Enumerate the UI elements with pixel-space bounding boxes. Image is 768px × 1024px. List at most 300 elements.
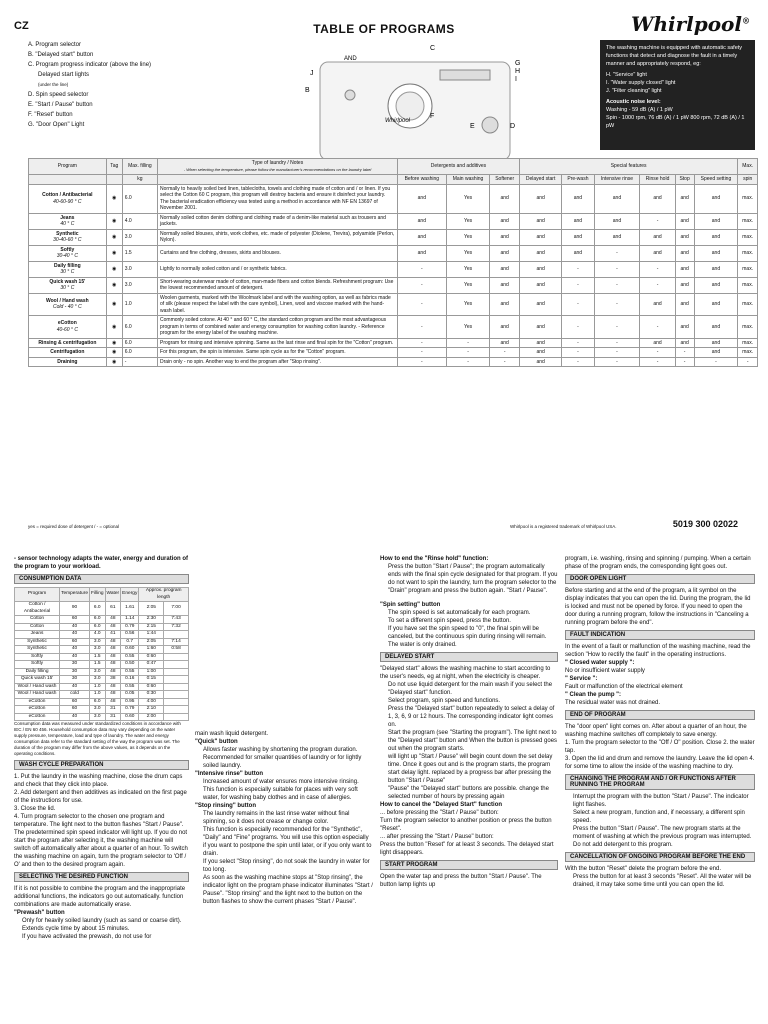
prep-step: 4. Turn program selector to the chosen one program and temperature. The light next to the button flashes "Start / Pause". The predetermined spin speed indicator will light up. If you do not start the program after selecting it, the washing machine will switch off automatically after about a quarter of an hour. To switch the washing machine on again, turn the program selector to 'Off / O' and then to the desired program again. — [14, 814, 188, 868]
consumption-cell: 1.5 — [90, 661, 106, 669]
consumption-cell: 60 — [60, 616, 90, 624]
consumption-cell: 1:00 — [139, 668, 164, 676]
program-cell: max. — [738, 245, 758, 261]
program-name: Jeans 40 ° C — [29, 213, 107, 229]
consumption-cell: 0.16 — [121, 676, 139, 684]
program-cell: and — [519, 229, 561, 245]
delay-item: • Select program, spin speed and functions. — [388, 697, 558, 705]
consumption-cell: 0:60 — [139, 683, 164, 691]
consumption-cell: Quick wash 15' — [15, 676, 60, 684]
consumption-cell: 3.0 — [90, 713, 106, 721]
column-1 — [14, 555, 189, 1020]
consumption-cell: 1.0 — [90, 691, 106, 699]
program-cell: Yes — [446, 184, 490, 213]
consumption-cell: 0.95 — [121, 698, 139, 706]
consumption-cell: 48 — [105, 623, 121, 631]
program-cell: max. — [738, 229, 758, 245]
program-cell: and — [398, 229, 447, 245]
program-cell: and — [490, 293, 519, 316]
safety-intro: The washing machine is equipped with automatic safety functions that detect and diagnose the fault in a timely manner and appropriately respond, eg: — [606, 45, 743, 67]
tag-icon: ◉ — [106, 277, 122, 293]
diagram-label: B — [305, 87, 310, 94]
sub-header: Before washing — [398, 175, 447, 185]
consumption-cell: 7:14 — [164, 638, 189, 646]
prep-step: 1. Put the laundry in the washing machine, close the drum caps and check that they click into place. — [14, 774, 183, 788]
sub-header: Rinse hold — [640, 175, 675, 185]
program-cell: and — [640, 293, 675, 316]
delay-text: "Delayed start" allows the washing machine to start according to the user's needs, eg at night, when the electricity is cheaper. — [380, 666, 551, 680]
consumption-cell: Cotton — [15, 616, 60, 624]
program-name: Quick wash 15' 30 ° C — [29, 277, 107, 293]
consumption-cell — [164, 713, 189, 721]
program-cell: and — [398, 184, 447, 213]
program-cell: - — [640, 213, 675, 229]
consumption-cell: 2:30 — [139, 616, 164, 624]
program-cell: and — [519, 338, 561, 348]
section-title: CANCELLATION OF ONGOING PROGRAM BEFORE THE END — [565, 852, 755, 862]
consumption-cell: 40 — [60, 653, 90, 661]
consumption-row — [15, 638, 189, 646]
end-rinse-item: • Press the button "Start / Pause"; the program automatically ends with the final spin cycle designated for that program. If you do not want to spin the laundry, turn the program selector to the "Drain" program and press the button again. "Start / Pause". — [388, 563, 558, 595]
quick-item: • Allows faster washing by shortening the program duration. — [203, 746, 373, 754]
consumption-cell — [164, 698, 189, 706]
legend-item: G. "Door Open" Light — [28, 122, 85, 128]
consumption-cell: Softly — [15, 653, 60, 661]
consumption-cell: 90 — [60, 602, 90, 616]
prep-step: 2. Add detergent and then additives as indicated on the first page of the instructions for use. — [14, 790, 187, 804]
consumption-cell: 40 — [60, 713, 90, 721]
brand-logo: Whirlpool® — [631, 12, 750, 36]
diagram-label: E — [470, 123, 475, 130]
program-kg: 6.0 — [122, 316, 157, 339]
section-title: WASH CYCLE PREPARATION — [14, 760, 189, 770]
program-cell: and — [640, 229, 675, 245]
sensor-intro: - sensor technology adapts the water, energy and duration of the program to your workload. — [14, 556, 189, 570]
program-notes: Drain only - no spin. Another way to end the program after "Stop rinsing". — [158, 357, 398, 367]
program-notes: Curtains and fine clothing, dresses, skirts and blouses. — [158, 245, 398, 261]
program-cell: Yes — [446, 293, 490, 316]
program-cell: Yes — [446, 316, 490, 339]
program-cell: and — [519, 261, 561, 277]
section-title: END OF PROGRAM — [565, 710, 755, 720]
program-cell: and — [562, 245, 594, 261]
consumption-cell: 0:15 — [139, 676, 164, 684]
col-detergents: Detergents and additives — [398, 159, 520, 175]
consumption-cell: 2:10 — [139, 706, 164, 714]
program-name: Draining — [29, 357, 107, 367]
program-kg: 6.0 — [122, 184, 157, 213]
program-cell: - — [446, 338, 490, 348]
prewash-title: "Prewash" button — [14, 910, 65, 916]
consumption-row — [15, 631, 189, 639]
program-cell: Yes — [446, 229, 490, 245]
program-cell: - — [640, 261, 675, 277]
legend-item: D. Spin speed selector — [28, 92, 89, 98]
cancel-delay-item: Press the button "Reset" for at least 3 seconds. The delayed start light disappears. — [380, 842, 554, 856]
diagram-label: J — [310, 70, 314, 77]
consumption-cell: eCotton — [15, 706, 60, 714]
program-cell: and — [694, 184, 738, 213]
consumption-cell: 40 — [60, 683, 90, 691]
col2-intro: main wash liquid detergent. — [195, 731, 269, 737]
col-special: Special features — [519, 159, 737, 175]
program-kg: 3.0 — [122, 229, 157, 245]
program-cell: and — [490, 277, 519, 293]
program-cell: and — [640, 245, 675, 261]
cancel-delay-title: How to cancel the "Delayed Start" function — [380, 802, 503, 808]
program-cell: - — [562, 348, 594, 358]
program-cell: - — [562, 338, 594, 348]
program-cell: - — [594, 338, 640, 348]
program-notes: Normally soiled blouses, shirts, work clothes, etc. made of polyester (Diolene, Trevira), polyamide (Perlon, Nylon). — [158, 229, 398, 245]
cancel-item: With the button "Reset" delete the program before the end. — [565, 866, 722, 872]
consumption-cell: 1:44 — [139, 631, 164, 639]
program-row — [29, 277, 758, 293]
section-title: DOOR OPEN LIGHT — [565, 574, 755, 584]
consumption-cell: 48 — [105, 653, 121, 661]
program-row — [29, 357, 758, 367]
program-cell: - — [594, 357, 640, 367]
program-cell: - — [694, 357, 738, 367]
stop-item: • As soon as the washing machine stops at "Stop rinsing", the indicator light on the program phase indicator illuminates "Start / Pause". "Stop rinsing" and the light next to the button on the button flashes to show the current phases "Start / Pause". — [203, 874, 373, 906]
consumption-footnote: Consumption data was measured under standardized conditions in accordance with IEC / EN 60 456. Household consumption data may vary depending on the water supply pressure, temperature, load and type of laundry. The water and energy consumption data refer to the standard setting of the way the program was set. The duration of the program may differ from the above values, as it depends on the operating conditions. — [14, 721, 181, 756]
consumption-cell — [164, 653, 189, 661]
consumption-cell: 1.0 — [90, 683, 106, 691]
prep-step: 3. Close the lid. — [14, 806, 56, 812]
consumption-cell: 6.0 — [90, 698, 106, 706]
fault-item: " Clean the pump ": — [565, 692, 622, 698]
program-cell: - — [562, 261, 594, 277]
consumption-cell: 0.60 — [121, 646, 139, 654]
tag-icon: ◉ — [106, 184, 122, 213]
light-h: H. "Service" light — [606, 72, 647, 78]
cancel-delay-item: ... after pressing the "Start / Pause" button: — [380, 834, 494, 840]
tag-icon: ◉ — [106, 293, 122, 316]
noise-wash: Washing - 59 dB (A) / 1 pW — [606, 107, 673, 113]
program-kg: 3.0 — [122, 261, 157, 277]
consumption-row — [15, 646, 189, 654]
delay-item: • Do not use liquid detergent for the main wash if you select the "Delayed start" function. — [388, 681, 558, 697]
program-name: Daily filling 30 ° C — [29, 261, 107, 277]
program-cell: - — [594, 348, 640, 358]
stop-title: "Stop rinsing" button — [195, 803, 257, 809]
program-cell: - — [562, 293, 594, 316]
consumption-cell: 1:60 — [139, 646, 164, 654]
consumption-cell: 0.55 — [121, 653, 139, 661]
safety-info-box — [600, 40, 755, 150]
consumption-cell: 60 — [60, 706, 90, 714]
consumption-cell: 40 — [60, 646, 90, 654]
program-row — [29, 348, 758, 358]
program-notes: Commonly soiled cotone. At 40 ° and 60 ° C, the standard cotton program and the most advantageous program in terms of combined water and energy consumption for washing cotton laundry. - Reference program for the energy label of the washing machine. — [158, 316, 398, 339]
diagram-label: D — [510, 123, 516, 130]
consumption-cell: 38 — [105, 676, 121, 684]
sub-header: spin — [738, 175, 758, 185]
consumption-row — [15, 676, 189, 684]
program-cell: and — [694, 245, 738, 261]
consumption-row — [15, 706, 189, 714]
col-filling: Max. filling — [122, 159, 157, 175]
consumption-row — [15, 698, 189, 706]
diagram-label: I — [515, 76, 517, 83]
program-name: Rinsing & centrifugation — [29, 338, 107, 348]
program-cell: and — [490, 213, 519, 229]
program-name: Centrifugation — [29, 348, 107, 358]
consumption-cell: Synthetic — [15, 638, 60, 646]
tag-icon: ◉ — [106, 348, 122, 358]
program-cell: and — [490, 184, 519, 213]
consumption-table — [14, 587, 189, 721]
program-cell: and — [490, 338, 519, 348]
consumption-cell — [164, 683, 189, 691]
program-cell: and — [694, 293, 738, 316]
program-cell: and — [694, 213, 738, 229]
consumption-cell: Wool / Hand wash — [15, 683, 60, 691]
consumption-cell: 30 — [60, 668, 90, 676]
change-item: • Interrupt the program with the button "Start / Pause". The indicator light flashes. — [573, 793, 755, 809]
program-cell: max. — [738, 316, 758, 339]
fault-item: No or insufficient water supply — [565, 668, 645, 674]
program-cell: Yes — [446, 261, 490, 277]
consumption-cell: Synthetic — [15, 646, 60, 654]
document-code: 5019 300 02022 — [672, 519, 738, 529]
consumption-cell: 7:00 — [164, 602, 189, 616]
consumption-cell: 48 — [105, 691, 121, 699]
program-cell: Yes — [446, 213, 490, 229]
tag-icon: ◉ — [106, 316, 122, 339]
program-cell: - — [640, 357, 675, 367]
program-cell: and — [562, 184, 594, 213]
col-program: Program — [29, 159, 107, 175]
program-cell: max. — [738, 213, 758, 229]
program-cell: - — [398, 338, 447, 348]
section-title: CONSUMPTION DATA — [14, 574, 189, 584]
program-cell: - — [562, 277, 594, 293]
program-cell: and — [519, 213, 561, 229]
legend-item: (under the line) — [38, 82, 69, 87]
tag-icon: ◉ — [106, 261, 122, 277]
consumption-cell — [164, 691, 189, 699]
consumption-cell — [164, 706, 189, 714]
col4-intro: program, i.e. washing, rinsing and spinning / pumping. When a certain phase of the program ends, the corresponding light goes out. — [565, 556, 751, 570]
sub-header: Pre-wash — [562, 175, 594, 185]
stop-item: • The laundry remains in the last rinse water without final spinning, so it does not crease or change color. — [203, 810, 373, 826]
column-4 — [565, 555, 755, 1020]
consumption-cell: 2:05 — [139, 602, 164, 616]
program-cell: and — [675, 245, 694, 261]
program-cell: and — [675, 261, 694, 277]
program-cell: - — [675, 357, 694, 367]
program-kg: 1.0 — [122, 293, 157, 316]
program-row — [29, 245, 758, 261]
consumption-cell: 1.14 — [121, 616, 139, 624]
tag-icon: ◉ — [106, 357, 122, 367]
consumption-cell: 2:05 — [139, 638, 164, 646]
program-cell: - — [675, 348, 694, 358]
tag-icon: ◉ — [106, 229, 122, 245]
program-name: Softly 30-40 ° C — [29, 245, 107, 261]
program-cell: and — [675, 316, 694, 339]
spin-title: "Spin setting" button — [380, 602, 441, 608]
consumption-cell: 0.55 — [121, 683, 139, 691]
consumption-cell: 0:60 — [139, 653, 164, 661]
program-cell: Yes — [446, 245, 490, 261]
program-name: eCotton 40-60 ° C — [29, 316, 107, 339]
program-cell: and — [490, 316, 519, 339]
program-kg: 6.0 — [122, 348, 157, 358]
program-cell: - — [594, 245, 640, 261]
rinse-title: "Intensive rinse" button — [195, 771, 264, 777]
diagram-label: C — [430, 45, 436, 52]
end-item: 1. Turn the program selector to the "Off / O" position. Close 2. the water tap. — [565, 740, 755, 754]
section-title: FAULT INDICATION — [565, 630, 755, 640]
consumption-row — [15, 668, 189, 676]
cons-col: Energy — [121, 588, 139, 602]
section-title: SELECTING THE DESIRED FUNCTION — [14, 872, 189, 882]
consumption-cell: 3.0 — [90, 646, 106, 654]
section-title: DELAYED START — [380, 652, 558, 662]
consumption-cell: Daily filling — [15, 668, 60, 676]
program-name: Wool / Hand wash Cold - 40 ° C — [29, 293, 107, 316]
program-cell: - — [398, 261, 447, 277]
program-cell: and — [675, 293, 694, 316]
prewash-item: • Only for heavily soiled laundry (such as sand or coarse dirt). Extends cycle time by about 15 minutes. — [22, 917, 189, 933]
sub-header: Intensive rinse — [594, 175, 640, 185]
program-cell: and — [675, 229, 694, 245]
consumption-cell: 3.0 — [90, 706, 106, 714]
legend-item: B. "Delayed start" button — [28, 52, 94, 58]
program-row — [29, 261, 758, 277]
program-kg: 1.5 — [122, 245, 157, 261]
sub-header: Softener — [490, 175, 519, 185]
consumption-cell: 41 — [105, 631, 121, 639]
rinse-item: • Increased amount of water ensures more intensive rinsing. — [203, 778, 373, 786]
tag-icon: ◉ — [106, 245, 122, 261]
fault-item: " Service ": — [565, 676, 598, 682]
program-cell: and — [640, 338, 675, 348]
program-cell: and — [675, 213, 694, 229]
diagram-label: AND — [344, 56, 357, 62]
program-cell: and — [594, 213, 640, 229]
fault-item: Fault or malfunction of the electrical element — [565, 684, 683, 690]
program-cell: Yes — [446, 277, 490, 293]
cancel-item: • Press the button for at least 3 seconds "Reset". All the water will be drained, it may take some time until you can open the lid. — [573, 873, 755, 889]
consumption-cell: 6.0 — [90, 616, 106, 624]
control-panel-diagram — [290, 40, 535, 165]
consumption-cell: Jeans — [15, 631, 60, 639]
consumption-cell: 60 — [60, 698, 90, 706]
consumption-cell: eCotton — [15, 713, 60, 721]
program-notes: Program for rinsing and intensive spinning. Same as the last rinse and final spin for the "Cotton" program. — [158, 338, 398, 348]
program-kg: 6.0 — [122, 338, 157, 348]
program-cell: and — [675, 338, 694, 348]
consumption-cell: 48 — [105, 668, 121, 676]
fault-item: " Closed water supply ": — [565, 660, 635, 666]
consumption-cell: 4.0 — [90, 631, 106, 639]
sub-header: Delayed start — [519, 175, 561, 185]
column-3 — [380, 555, 558, 1020]
consumption-cell: 3.0 — [90, 668, 106, 676]
delay-item: • "Pause" the "Delayed start" buttons are possible. change the selected number of hours by pressing again — [388, 785, 558, 801]
program-kg: 3.0 — [122, 277, 157, 293]
program-row — [29, 338, 758, 348]
program-cell: - — [594, 316, 640, 339]
consumption-cell: 61 — [105, 602, 121, 616]
door-text: Before starting and at the end of the program, a lit symbol on the display indicates that you can open the lid. During the program, the lid is locked and must not be opened by force. If you need to open the door during a running program, follow the instructions in "Canceling a running program before the end". — [565, 588, 751, 626]
program-row — [29, 293, 758, 316]
col-kg: kg — [122, 175, 157, 185]
program-cell: max. — [738, 277, 758, 293]
program-cell: and — [694, 277, 738, 293]
section-title: START PROGRAM — [380, 860, 558, 870]
tag-icon: ◉ — [106, 213, 122, 229]
noise-spin: Spin - 1000 rpm, 76 dB (A) / 1 pW 800 rpm, 72 dB (A) / 1 pW — [606, 115, 745, 129]
legend-item: E. "Start / Pause" button — [28, 102, 93, 108]
consumption-cell: 0.55 — [121, 668, 139, 676]
consumption-cell: 30 — [60, 676, 90, 684]
consumption-cell: Softly — [15, 661, 60, 669]
consumption-cell: Wool / Hand wash — [15, 691, 60, 699]
delay-item: • will light up "Start / Pause" will begin count down the set delay time. Once it goes out and is the program starts, the program start delay light. replaced by a progress bar after pressing the button "Start / Pause" — [388, 753, 558, 785]
consumption-cell: 6.0 — [90, 602, 106, 616]
program-cell: and — [398, 213, 447, 229]
program-kg: 4.0 — [122, 213, 157, 229]
consumption-cell: 0:58 — [164, 646, 189, 654]
program-cell: - — [640, 277, 675, 293]
change-item: • Select a new program, function and, if necessary, a different spin speed. — [573, 809, 755, 825]
program-cell: and — [694, 229, 738, 245]
page-title: TABLE OF PROGRAMS — [313, 22, 455, 36]
diagram-label: F — [430, 113, 435, 120]
consumption-row — [15, 683, 189, 691]
light-j: J. "Filter cleaning" light — [606, 88, 662, 94]
consumption-cell: 0.79 — [121, 706, 139, 714]
consumption-row — [15, 623, 189, 631]
program-cell: and — [694, 316, 738, 339]
program-cell: and — [490, 229, 519, 245]
consumption-cell: Cotton / Antibacterial — [15, 602, 60, 616]
program-cell: - — [398, 293, 447, 316]
spin-item: • The spin speed is set automatically for each program. — [388, 609, 558, 617]
quick-item: • Recommended for smaller quantities of laundry or for lightly soiled laundry. — [203, 754, 373, 770]
program-name: Cotton / Antibacterial 40-60-90 ° C — [29, 184, 107, 213]
cons-col: Filling — [90, 588, 106, 602]
trademark-note: Whirlpool is a registered trademark of Whirlpool USA. — [510, 524, 617, 529]
noise-title: Acoustic noise level: — [606, 99, 661, 105]
program-cell: and — [640, 184, 675, 213]
diagram-label: G — [515, 60, 521, 67]
consumption-cell — [164, 631, 189, 639]
diagram-label: Whirlpool — [385, 118, 411, 124]
program-cell: - — [398, 348, 447, 358]
legend-item: A. Program selector — [28, 42, 82, 48]
program-cell: and — [519, 245, 561, 261]
prewash-item: • If you have activated the prewash, do not use for — [22, 933, 189, 941]
program-cell: and — [490, 261, 519, 277]
consumption-cell: 48 — [105, 638, 121, 646]
consumption-cell: 48 — [105, 661, 121, 669]
consumption-cell: 1.61 — [121, 602, 139, 616]
consumption-cell: 7:32 — [164, 623, 189, 631]
cons-col: Approx. program length — [139, 588, 189, 602]
consumption-cell — [164, 661, 189, 669]
program-cell: - — [398, 316, 447, 339]
program-cell: and — [519, 184, 561, 213]
consumption-cell: 0:30 — [139, 691, 164, 699]
consumption-cell: 30 — [60, 661, 90, 669]
program-cell: - — [640, 348, 675, 358]
consumption-row — [15, 691, 189, 699]
